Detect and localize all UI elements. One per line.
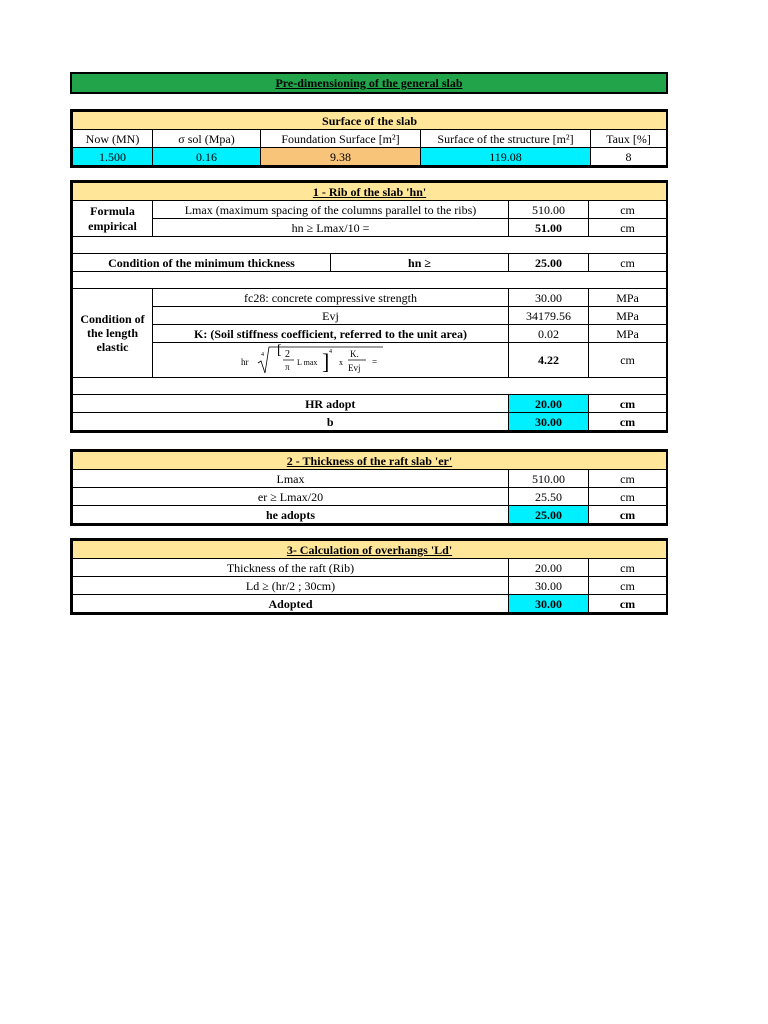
svg-text:[: [ — [277, 343, 282, 358]
evj-unit: MPa — [589, 307, 667, 325]
surface-header: Surface of the slab — [73, 112, 667, 130]
raft-lmax-value[interactable]: 510.00 — [509, 470, 589, 488]
svg-text:2: 2 — [285, 349, 290, 360]
col-now: Now (MN) — [73, 130, 153, 148]
fc28-label: fc28: concrete compressive strength — [153, 289, 509, 307]
raft-table — [70, 449, 668, 526]
hr-symbol: hr — [241, 357, 249, 367]
raft-lmax-unit: cm — [589, 470, 667, 488]
svg-text:=: = — [372, 357, 378, 367]
spacer-row — [73, 378, 667, 395]
k-value[interactable]: 0.02 — [509, 325, 589, 343]
value-now[interactable]: 1.500 — [73, 148, 153, 166]
he-label: he adopts — [73, 506, 509, 524]
svg-text:x: x — [339, 358, 343, 367]
rib-header: 1 - Rib of the slab 'hn' — [73, 183, 667, 201]
min-thickness-label: Condition of the minimum thickness — [73, 254, 331, 272]
spacer-row — [73, 237, 667, 254]
evj-label: Evj — [153, 307, 509, 325]
col-sigma-sol: σ sol (Mpa) — [153, 130, 261, 148]
fc28-value[interactable]: 30.00 — [509, 289, 589, 307]
rib-table — [70, 180, 668, 433]
formula-unit: cm — [589, 343, 667, 378]
col-taux: Taux [%] — [591, 130, 667, 148]
lmax-label: Lmax (maximum spacing of the columns parallel to the ribs) — [153, 201, 509, 219]
hr-adopt-value[interactable]: 20.00 — [509, 395, 589, 413]
ld-unit: cm — [589, 577, 667, 595]
svg-text:4: 4 — [261, 352, 264, 358]
k-unit: MPa — [589, 325, 667, 343]
overhang-header: 3- Calculation of overhangs 'Ld' — [73, 541, 667, 559]
col-structure-surface: Surface of the structure [m²] — [421, 130, 591, 148]
he-value[interactable]: 25.00 — [509, 506, 589, 524]
adopted-value[interactable]: 30.00 — [509, 595, 589, 613]
raft-header: 2 - Thickness of the raft slab 'er' — [73, 452, 667, 470]
page-title: Pre-dimensioning of the general slab — [70, 72, 668, 94]
svg-text:π: π — [285, 362, 290, 372]
b-label: b — [153, 413, 509, 431]
thickness-unit: cm — [589, 559, 667, 577]
svg-text:L max: L max — [297, 358, 318, 367]
overhang-table — [70, 538, 668, 615]
hr-formula — [153, 343, 509, 378]
hn-value[interactable]: 51.00 — [509, 219, 589, 237]
b-unit: cm — [589, 413, 667, 431]
value-sigma-sol[interactable]: 0.16 — [153, 148, 261, 166]
surface-table — [70, 109, 668, 168]
svg-text:K.: K. — [350, 349, 359, 359]
hr-formula-image — [153, 343, 383, 377]
elastic-label: Condition of the length elastic — [73, 289, 153, 378]
value-structure-surface[interactable]: 119.08 — [421, 148, 591, 166]
fc28-unit: MPa — [589, 289, 667, 307]
svg-text:Evj: Evj — [348, 363, 361, 373]
spacer-row — [73, 272, 667, 289]
hn-unit: cm — [589, 219, 667, 237]
lmax-unit: cm — [589, 201, 667, 219]
formula-label: Formula empirical — [73, 201, 153, 237]
svg-text:4: 4 — [329, 349, 332, 355]
adopted-unit: cm — [589, 595, 667, 613]
svg-text:]: ] — [322, 349, 330, 374]
adopted-label: Adopted — [73, 595, 509, 613]
lmax-value[interactable]: 510.00 — [509, 201, 589, 219]
formula-value[interactable]: 4.22 — [509, 343, 589, 378]
ld-value[interactable]: 30.00 — [509, 577, 589, 595]
he-unit: cm — [589, 506, 667, 524]
b-value[interactable]: 30.00 — [509, 413, 589, 431]
hr-adopt-label: HR adopt — [153, 395, 509, 413]
min-thickness-unit: cm — [589, 254, 667, 272]
value-foundation-surface[interactable]: 9.38 — [261, 148, 421, 166]
er-value[interactable]: 25.50 — [509, 488, 589, 506]
k-label: K: (Soil stiffness coefficient, referred to the unit area) — [153, 325, 509, 343]
col-foundation-surface: Foundation Surface [m²] — [261, 130, 421, 148]
min-thickness-value[interactable]: 25.00 — [509, 254, 589, 272]
hn-label: hn ≥ Lmax/10 = — [153, 219, 509, 237]
er-label: er ≥ Lmax/20 — [73, 488, 509, 506]
hr-adopt-unit: cm — [589, 395, 667, 413]
ld-label: Ld ≥ (hr/2 ; 30cm) — [73, 577, 509, 595]
raft-lmax-label: Lmax — [73, 470, 509, 488]
evj-value[interactable]: 34179.56 — [509, 307, 589, 325]
er-unit: cm — [589, 488, 667, 506]
thickness-label: Thickness of the raft (Rib) — [73, 559, 509, 577]
thickness-value[interactable]: 20.00 — [509, 559, 589, 577]
min-thickness-symbol: hn ≥ — [331, 254, 509, 272]
value-taux[interactable]: 8 — [591, 148, 667, 166]
